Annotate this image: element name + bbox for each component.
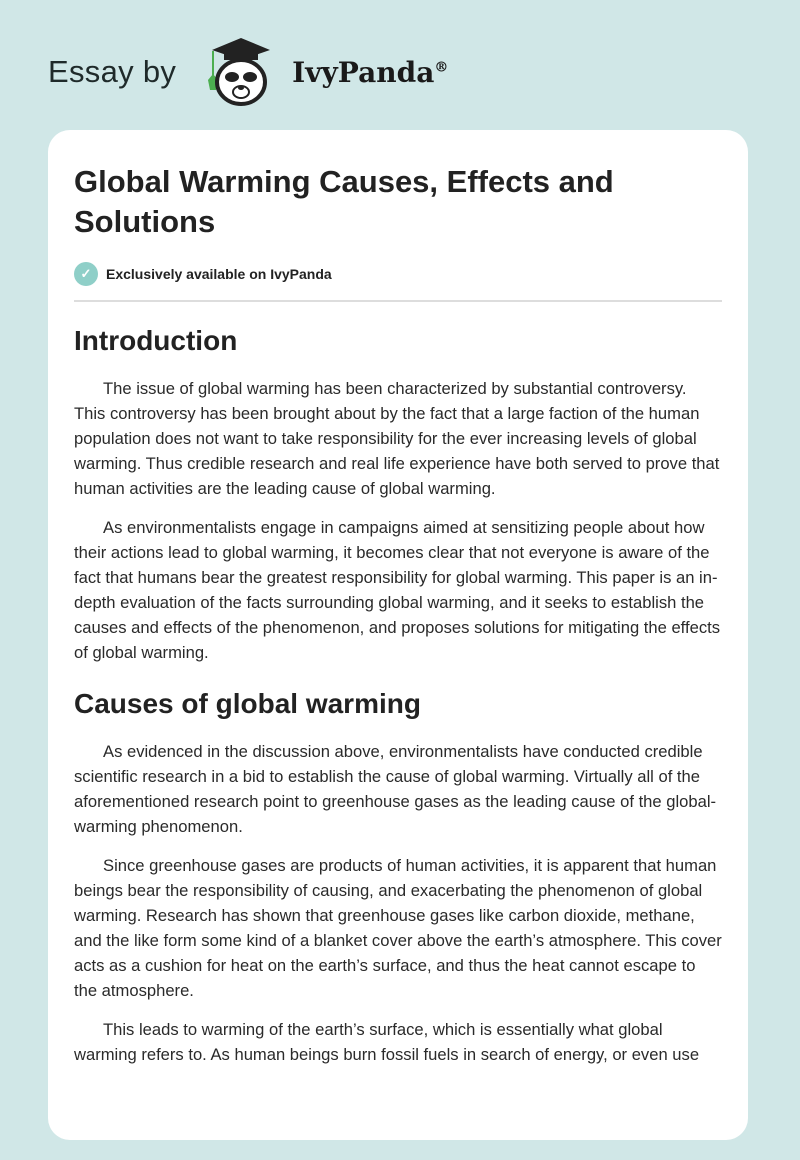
exclusive-label: Exclusively available on IvyPanda [106,266,332,282]
paragraph: This leads to warming of the earth’s surface, which is essentially what global warming refers to. As human beings burn fossil fuels in search of energy, or even use [74,1020,700,1064]
paragraph: As environmentalists engage in campaigns aimed at sensitizing people about how their actions lead to global warming, it becomes clear that not everyone is aware of the fact that humans bear the greatest responsibility for global warming. This paper is an in-depth evaluation of the facts surrounding global warming, and it seeks to establish the causes and effects of the phenomenon, and proposes solutions for mitigating the effects of global warming. [74,518,721,662]
essay-card [48,130,748,1140]
section-heading: Introduction [74,325,238,356]
section-heading: Causes of global warming [74,688,421,719]
ivypanda-logo-icon [198,36,284,108]
paragraph: The issue of global warming has been characterized by substantial controversy. This controversy has been brought about by the fact that a large faction of the human population does not want to take responsibility for the ever increasing levels of global warming. Thus credible research and real life experience have both served to prove that human activities are the leading cause of global warming. [74,379,720,498]
essay-by-label: Essay by [48,54,177,89]
exclusive-badge [74,262,722,302]
brand-name: IvyPanda® [292,55,449,89]
check-icon: ✓ [74,262,98,286]
brand-header [48,36,448,108]
paragraph: Since greenhouse gases are products of human activities, it is apparent that human beings bear the responsibility of causing, and exacerbating the phenomenon of global warming. Research has shown that greenhouse gases like carbon dioxide, methane, and the like form some kind of a blanket cover above the earth’s atmosphere. This cover acts as a cushion for heat on the earth’s surface, and thus the heat cannot escape to the atmosphere. [74,856,722,1000]
essay-title: Global Warming Causes, Effects and Solutions [74,164,614,239]
paragraph: As evidenced in the discussion above, environmentalists have conducted credible scientific research in a bid to establish the cause of global warming. Virtually all of the aforementioned research point to greenhouse gases as the leading cause of the global-warming phenomenon. [74,742,717,836]
